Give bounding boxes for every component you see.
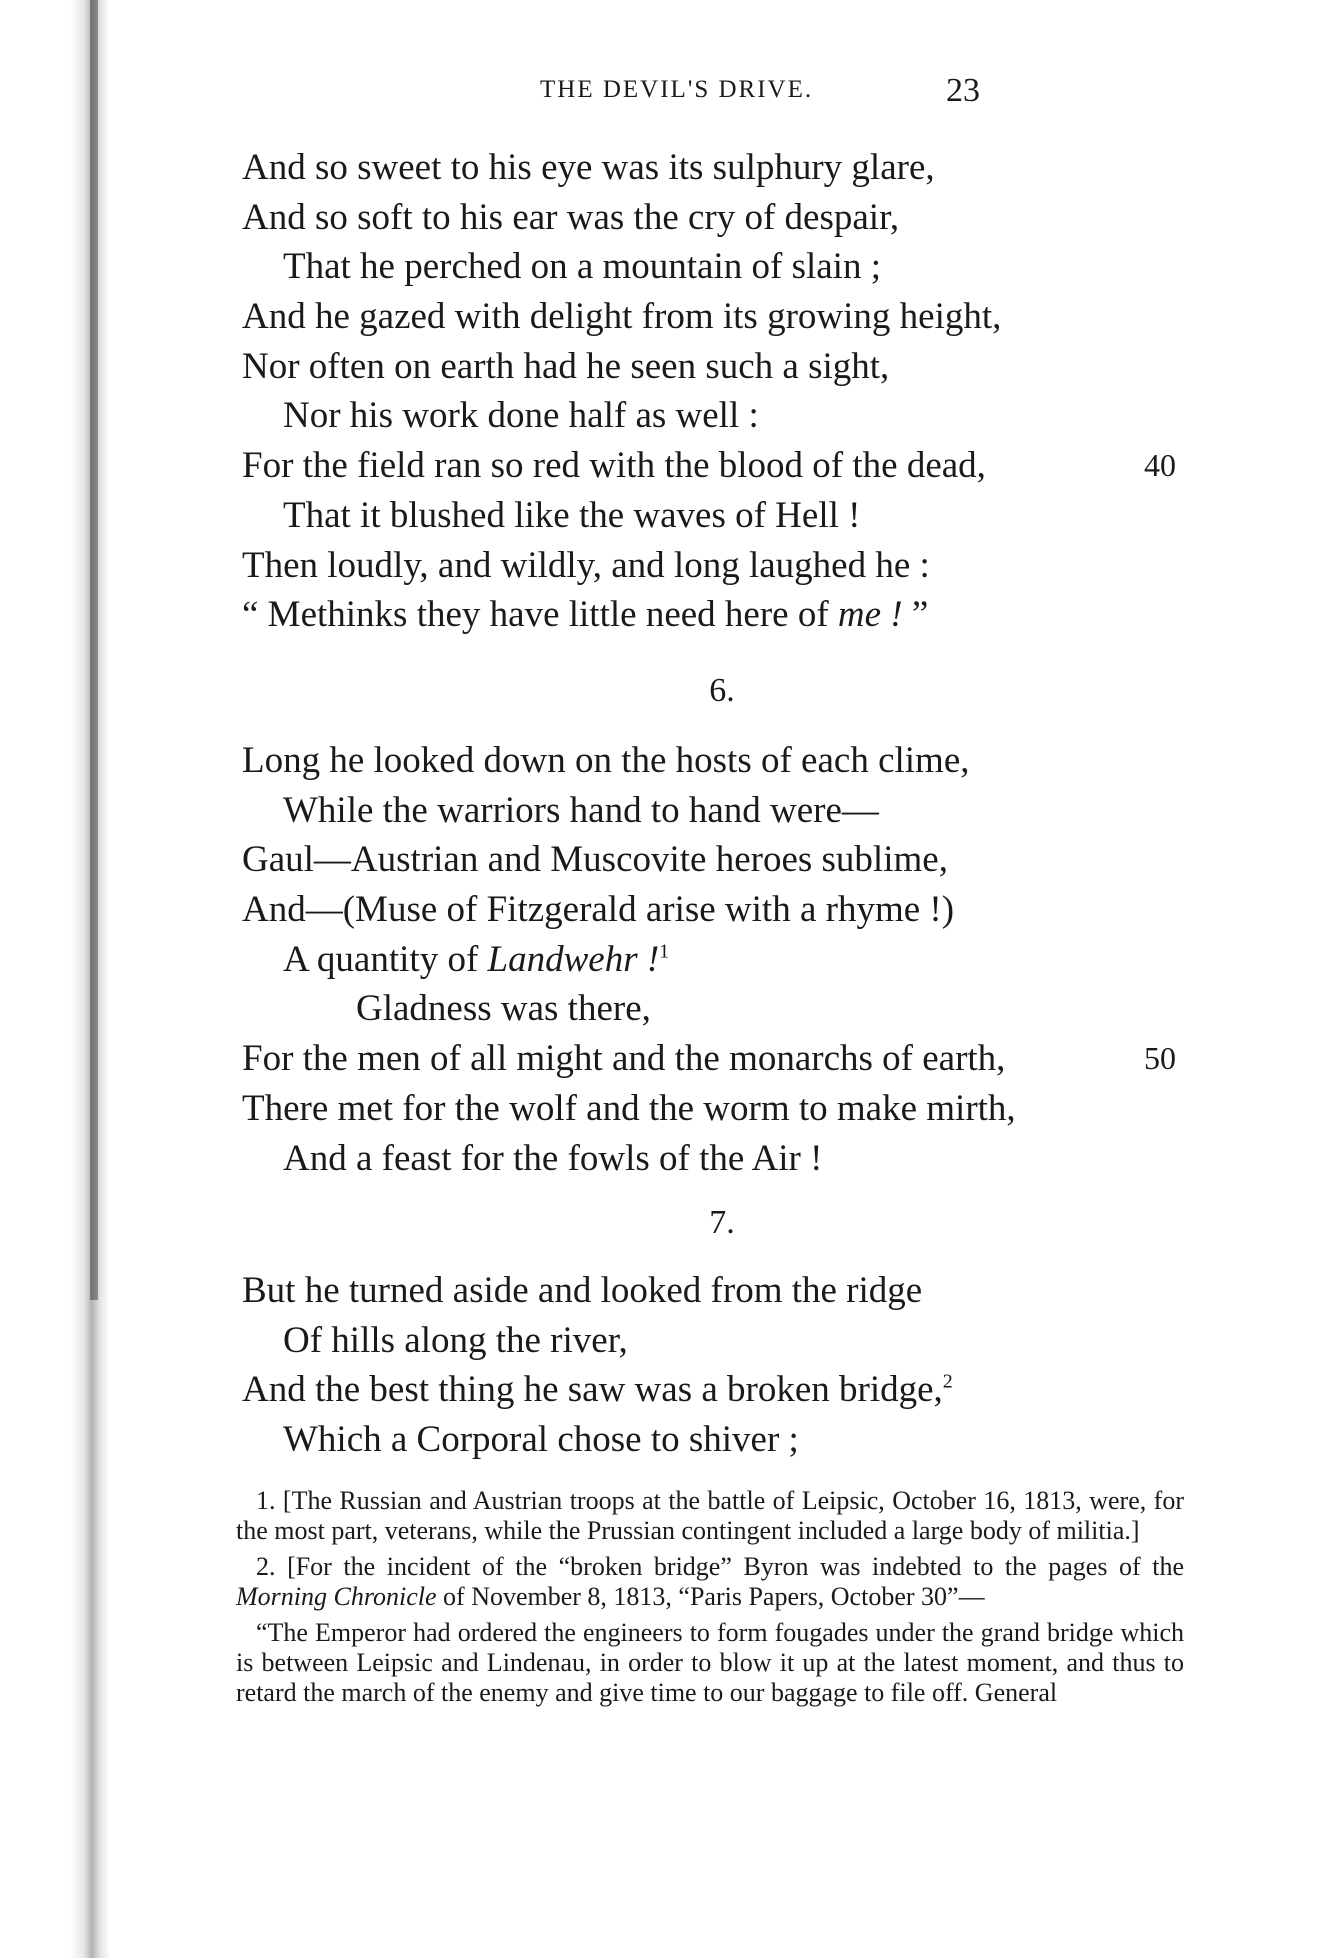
verse-line: Which a Corporal chose to shiver ; bbox=[283, 1419, 799, 1461]
verse-line: And so sweet to his eye was its sulphury glare, bbox=[242, 147, 935, 188]
stanza-6 bbox=[242, 736, 1202, 1183]
verse-line: And he gazed with delight from its growing height, bbox=[242, 296, 1002, 338]
line-number: 50 bbox=[1144, 1040, 1176, 1077]
verse-line: For the men of all might and the monarchs of earth, 50 bbox=[242, 1034, 1202, 1084]
verse-line: Nor often on earth had he seen such a sight, bbox=[242, 345, 890, 387]
stanza-5 bbox=[242, 143, 1202, 640]
verse-line: And so soft to his ear was the cry of despair, bbox=[242, 196, 900, 238]
scan-gutter-line bbox=[90, 0, 98, 1300]
verse-line: That it blushed like the waves of Hell ! bbox=[283, 494, 861, 536]
verse-line: Then loudly, and wildly, and long laughed he : bbox=[242, 544, 930, 586]
verse-line: While the warriors hand to hand were— bbox=[283, 789, 879, 831]
verse-line: “ Methinks they have little need here of me ! ” bbox=[242, 594, 929, 636]
verse-line: Nor his work done half as well : bbox=[283, 395, 759, 437]
running-title: THE DEVIL'S DRIVE. bbox=[540, 76, 814, 103]
verse-line: Of hills along the river, bbox=[283, 1319, 628, 1361]
verse-line: Gaul—Austrian and Muscovite heroes sublime, bbox=[242, 839, 948, 881]
verse-line: But he turned aside and looked from the ridge bbox=[242, 1270, 923, 1311]
footnote-mark: 1 bbox=[659, 940, 670, 963]
emphasis: Landwehr ! bbox=[487, 938, 660, 980]
verse-line: And the best thing he saw was a broken bridge,$^2$ bbox=[242, 1369, 953, 1411]
line-number: 40 bbox=[1144, 447, 1176, 484]
verse-line: Long he looked down on the hosts of each clime, bbox=[242, 740, 970, 781]
stanza-number: 6. bbox=[709, 672, 735, 709]
stanza-number: 7. bbox=[709, 1204, 735, 1241]
verse-line: Gladness was there, bbox=[356, 988, 651, 1030]
stanza-7 bbox=[242, 1266, 1202, 1465]
stanza-6-heading bbox=[242, 672, 1202, 722]
footnotes bbox=[236, 1486, 1184, 1708]
verse-line: A quantity of Landwehr !$^1$ bbox=[283, 938, 670, 980]
footnote-2-quote: “The Emperor had ordered the engineers to form fougades under the grand bridge which is between Leipsic and Lindenau, in order to blow it up at the latest moment, and thus to retard the march of the enemy and give time to our baggage to file off. General bbox=[236, 1618, 1184, 1707]
running-head bbox=[240, 72, 980, 116]
emphasis: me ! bbox=[837, 594, 903, 636]
journal-title: Morning Chronicle bbox=[236, 1582, 437, 1611]
verse-line: And—(Muse of Fitzgerald arise with a rhyme !) bbox=[242, 889, 955, 931]
footnote-1: 1. [The Russian and Austrian troops at the battle of Leipsic, October 16, 1813, were, for the most part, veterans, while the Prussian contingent included a large body of militia.] bbox=[236, 1486, 1184, 1545]
verse-line: And a feast for the fowls of the Air ! bbox=[283, 1137, 823, 1179]
verse-line: That he perched on a mountain of slain ; bbox=[283, 246, 881, 288]
verse-line: There met for the wolf and the worm to make mirth, bbox=[242, 1087, 1016, 1129]
verse-line: For the field ran so red with the blood of the dead, 40 bbox=[242, 441, 1202, 491]
stanza-7-heading bbox=[242, 1204, 1202, 1254]
page-number: 23 bbox=[946, 72, 980, 109]
footnote-2: 2. [For the incident of the “broken bridge” Byron was indebted to the pages of the Morning Chronicle of November 8, 1813, “Paris Papers, October 30”— bbox=[236, 1552, 1184, 1611]
footnote-mark: 2 bbox=[942, 1371, 953, 1394]
